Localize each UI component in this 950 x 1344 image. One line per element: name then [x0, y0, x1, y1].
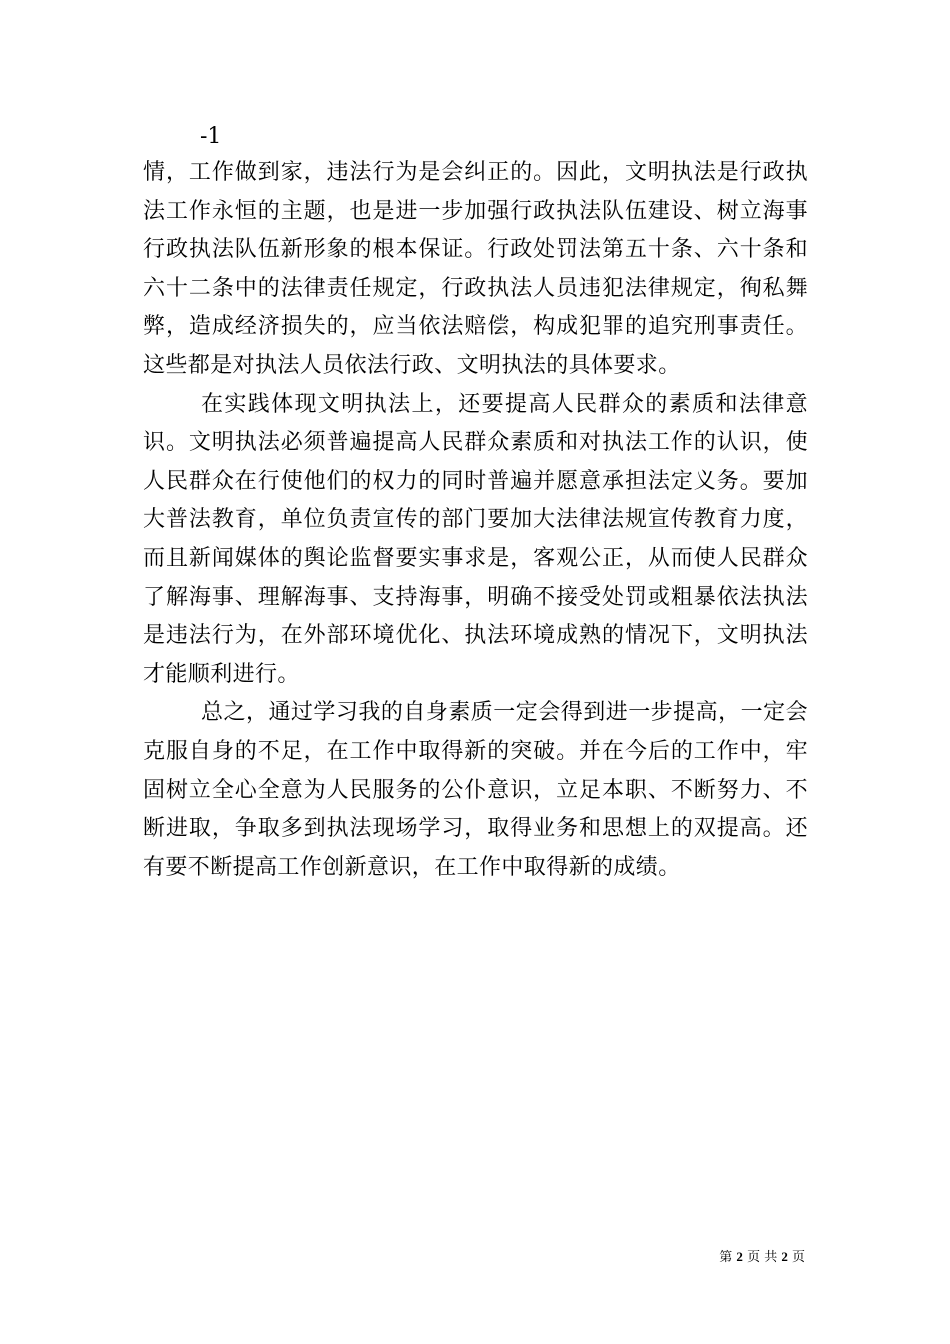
footer-middle: 页 共	[747, 1250, 778, 1265]
page-marker: -1	[200, 124, 222, 149]
footer-suffix: 页	[791, 1250, 805, 1265]
document-body	[143, 154, 808, 887]
paragraph-conclusion: 总之，通过学习我的自身素质一定会得到进一步提高，一定会克服自身的不足，在工作中取得新的突破。并在今后的工作中，牢固树立全心全意为人民服务的公仆意识，立足本职、不断努力、不断进取，争取多到执法现场学习，取得业务和思想上的双提高。还有要不断提高工作创新意识，在工作中取得新的成绩。	[143, 700, 808, 880]
footer-total-pages: 2	[781, 1249, 788, 1264]
paragraph-continuation: 情，工作做到家，违法行为是会纠正的。因此，文明执法是行政执法工作永恒的主题，也是进一步加强行政执法队伍建设、树立海事行政执法队伍新形象的根本保证。行政处罚法第五十条、六十条和六十二条中的法律责任规定，行政执法人员违犯法律规定，徇私舞弊，造成经济损失的，应当依法赔偿，构成犯罪的追究刑事责任。这些都是对执法人员依法行政、文明执法的具体要求。	[143, 160, 808, 378]
footer-prefix: 第	[719, 1250, 733, 1265]
footer-current-page: 2	[736, 1249, 743, 1264]
paragraph-civilized-enforcement: 在实践体现文明执法上，还要提高人民群众的素质和法律意识。文明执法必须普遍提高人民群众素质和对执法工作的认识，使人民群众在行使他们的权力的同时普遍并愿意承担法定义务。要加大普法教育，单位负责宣传的部门要加大法律法规宣传教育力度，而且新闻媒体的舆论监督要实事求是，客观公正，从而使人民群众了解海事、理解海事、支持海事，明确不接受处罚或粗暴依法执法是违法行为，在外部环境优化、执法环境成熟的情况下，文明执法才能顺利进行。	[143, 391, 808, 687]
page-footer	[719, 1248, 805, 1267]
